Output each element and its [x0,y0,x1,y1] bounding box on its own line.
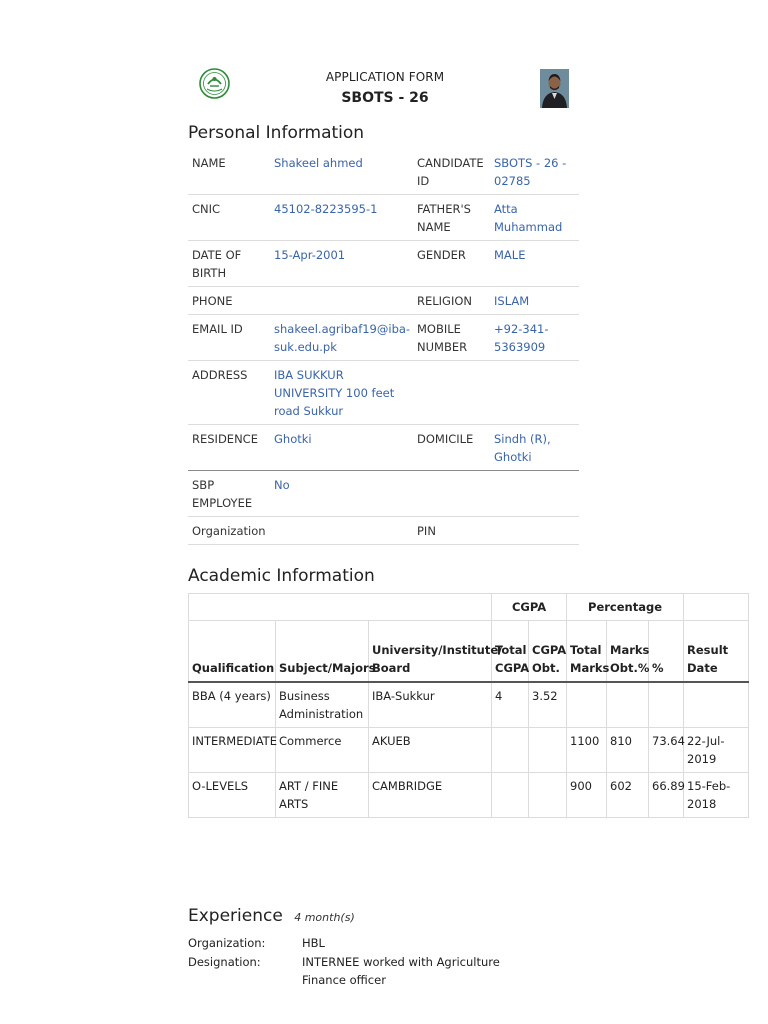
designation-value: INTERNEE worked with Agriculture Finance officer [302,955,500,987]
field-label: NAME [188,149,270,195]
group-header-blank [684,594,749,621]
column-header: Total CGPA [492,621,529,683]
field-label: CNIC [188,195,270,241]
field-value: ISLAM [490,287,579,315]
table-group-header-row [189,594,749,621]
designation-label: Designation: [188,955,261,969]
sbp-logo-icon [199,68,230,99]
table-cell: CAMBRIDGE [369,773,492,818]
field-label: EMAIL ID [188,315,270,361]
column-header: CGPA Obt. [529,621,567,683]
table-cell: 1100 [567,728,607,773]
group-header-cgpa: CGPA [492,594,567,621]
field-label: DOMICILE [413,425,490,471]
table-cell: Commerce [276,728,369,773]
field-label: PHONE [188,287,270,315]
table-cell [492,773,529,818]
field-value [490,517,579,545]
personal-info-heading: Personal Information [188,123,365,143]
column-header: Total Marks [567,621,607,683]
academic-table-container [188,593,731,857]
column-header: University/Institute/ Board [369,621,492,683]
experience-heading [188,906,355,926]
experience-designation-row [188,953,502,989]
table-row [188,195,579,241]
field-value: Ghotki [270,425,413,471]
table-cell: 4 [492,682,529,728]
candidate-photo [540,69,569,108]
field-label: FATHER'S NAME [413,195,490,241]
field-value: Shakeel ahmed [270,149,413,195]
table-cell: 22-Jul-2019 [684,728,749,773]
table-row [189,682,749,728]
table-row [189,773,749,818]
table-cell: 66.89 [649,773,684,818]
field-value: shakeel.agribaf19@iba-suk.edu.pk [270,315,413,361]
table-row [188,517,579,545]
table-row [188,361,579,425]
form-title: APPLICATION FORM [325,70,445,84]
table-row [188,425,579,471]
field-label: MOBILE NUMBER [413,315,490,361]
column-header: Subject/Majors [276,621,369,683]
field-value: IBA SUKKUR UNIVERSITY 100 feet road Sukkur [270,361,413,425]
field-label [413,471,490,517]
table-cell: 73.64 [649,728,684,773]
table-cell [649,682,684,728]
field-value [270,517,413,545]
field-label [413,361,490,425]
table-cell: 602 [607,773,649,818]
table-cell: O-LEVELS [189,773,276,818]
table-cell [529,773,567,818]
field-value [490,471,579,517]
table-header-row [189,621,749,683]
form-code: SBOTS - 26 [341,90,429,106]
table-row [188,287,579,315]
field-value: Atta Muhammad [490,195,579,241]
personal-info-table [188,149,579,545]
experience-organization-row [188,934,502,952]
organization-label: Organization: [188,936,266,950]
field-label: RESIDENCE [188,425,270,471]
field-label: PIN [413,517,490,545]
table-cell: AKUEB [369,728,492,773]
table-row [188,241,579,287]
field-value: SBOTS - 26 - 02785 [490,149,579,195]
field-value: +92-341-5363909 [490,315,579,361]
table-cell [567,682,607,728]
table-cell: ART / FINE ARTS [276,773,369,818]
table-row [189,728,749,773]
table-cell: IBA-Sukkur [369,682,492,728]
table-cell [684,682,749,728]
field-label: SBP EMPLOYEE [188,471,270,517]
column-header: Result Date [684,621,749,683]
column-header: % [649,621,684,683]
form-header [300,70,470,106]
column-header: Marks Obt.% [607,621,649,683]
field-label: ADDRESS [188,361,270,425]
field-value [490,361,579,425]
academic-info-table [188,593,749,818]
table-row [188,149,579,195]
experience-title: Experience [188,906,283,926]
field-label: GENDER [413,241,490,287]
table-cell [492,728,529,773]
field-value: 15-Apr-2001 [270,241,413,287]
academic-info-heading: Academic Information [188,566,375,586]
table-row [188,315,579,361]
table-cell: Business Administration [276,682,369,728]
field-label: RELIGION [413,287,490,315]
column-header: Qualification [189,621,276,683]
field-value: No [270,471,413,517]
group-header-blank [189,594,492,621]
field-label: CANDIDATE ID [413,149,490,195]
experience-total: 4 month(s) [294,911,355,924]
table-cell [529,728,567,773]
field-label: Organization [188,517,270,545]
table-cell: 3.52 [529,682,567,728]
table-cell: INTERMEDIATE [189,728,276,773]
table-cell: 15-Feb-2018 [684,773,749,818]
table-cell: 900 [567,773,607,818]
field-value: Sindh (R), Ghotki [490,425,579,471]
field-value [270,287,413,315]
table-cell: BBA (4 years) [189,682,276,728]
table-cell: 810 [607,728,649,773]
table-row [188,471,579,517]
organization-value: HBL [302,936,325,950]
group-header-percentage: Percentage [567,594,684,621]
field-value: MALE [490,241,579,287]
field-value: 45102-8223595-1 [270,195,413,241]
table-cell [607,682,649,728]
field-label: DATE OF BIRTH [188,241,270,287]
